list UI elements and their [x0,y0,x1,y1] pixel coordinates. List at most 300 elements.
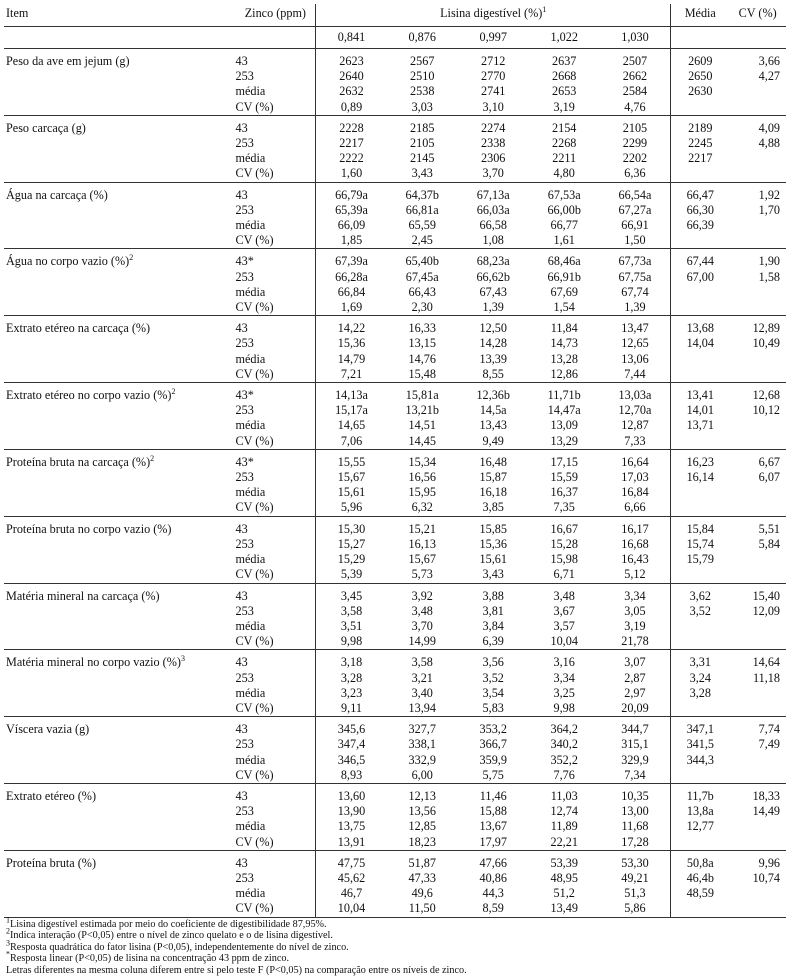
cell-lisina-4: 17,15 [550,454,578,469]
cell-media [671,701,730,717]
row-item-empty [4,634,236,650]
cell-cv [729,100,786,116]
cell-cv: 9,96 [758,855,780,870]
cell-lisina-2: 13,94 [387,701,458,717]
cell-lisina-4: 3,67 [553,603,575,618]
table-row [4,352,786,367]
cell-lisina-3: 3,70 [458,166,529,182]
cell-media: 67,00 [686,269,714,284]
cell-lisina-4: 16,37 [550,485,578,500]
cell-cv [729,686,786,701]
table-row [4,69,786,84]
row-item-empty [4,819,236,834]
row-zinco: 253 [235,470,254,485]
cell-lisina-2: 14,76 [408,351,436,366]
cell-lisina-5: 344,7 [600,717,671,738]
cell-lisina-5: 1,39 [600,300,671,316]
item-footnote-marker: 2 [171,387,176,396]
cell-media [671,835,730,851]
cell-cv: 1,58 [758,269,780,284]
item-label-text: Água no corpo vazio (%) [6,254,130,269]
footnote-marker: * [6,949,10,959]
table-row [4,819,786,834]
table-header [4,4,786,49]
cell-media: 66,47 [686,187,714,202]
row-zinco: 253 [235,336,254,351]
cell-media [671,768,730,784]
cell-lisina-5: 5,12 [600,567,671,583]
row-zinco: 253 [235,269,254,284]
cell-media [671,634,730,650]
cell-media [671,233,730,249]
cell-lisina-1: 2228 [316,115,387,136]
cell-cv: 12,68 [752,388,780,403]
table-row [4,783,786,804]
cell-cv [729,151,786,166]
row-zinco: média [235,418,266,433]
cell-lisina-3: 3,10 [458,100,529,116]
cell-lisina-3: 3,54 [482,685,504,700]
cell-lisina-1: 15,27 [316,537,387,552]
cell-lisina-3: 8,55 [458,367,529,383]
cell-lisina-2: 18,23 [387,835,458,851]
row-zinco: média [235,218,266,233]
cell-media: 3,28 [689,685,711,700]
cell-lisina-5: 329,9 [600,753,671,768]
item-label-text: Proteína bruta (%) [6,855,97,870]
table-row [4,871,786,886]
row-item-label [4,449,236,470]
cell-lisina-1: 67,39a [316,249,387,270]
row-item-empty [4,270,236,285]
table-row [4,619,786,634]
row-item-empty [4,671,236,686]
cell-lisina-4: 22,21 [529,835,600,851]
table-row [4,835,786,851]
cell-lisina-5: 2202 [600,151,671,166]
header-item: Item [6,6,29,20]
table-row [4,49,786,70]
cell-lisina-2: 3,21 [411,670,433,685]
item-label-text: Extrato etéreo (%) [6,788,97,803]
row-item-empty [4,768,236,784]
cell-lisina-5: 13,47 [600,316,671,337]
cell-lisina-1: 15,67 [316,470,387,485]
cell-lisina-2: 14,99 [387,634,458,650]
cell-lisina-1: 3,58 [316,604,387,619]
cell-media: 16,23 [686,454,714,469]
table-row [4,336,786,351]
cell-lisina-3: 66,03a [476,202,510,217]
row-item-empty [4,218,236,233]
cell-lisina-4: 2637 [552,54,577,68]
cell-media: 67,44 [686,254,714,269]
table-row [4,604,786,619]
cell-lisina-2: 3,48 [411,603,433,618]
cell-cv: 5,84 [758,536,780,551]
cell-lisina-4: 10,04 [529,634,600,650]
cell-lisina-1: 14,13a [316,383,387,404]
cell-media: 48,59 [686,886,714,901]
cell-lisina-4: 6,71 [529,567,600,583]
cell-lisina-2: 14,51 [408,418,436,433]
row-item-empty [4,753,236,768]
cell-lisina-3: 15,36 [479,536,507,551]
cell-lisina-3: 14,28 [479,336,507,351]
row-item-empty [4,166,236,182]
cell-lisina-2: 47,33 [408,870,436,885]
cell-lisina-4: 7,76 [529,768,600,784]
cell-lisina-2: 14,45 [387,434,458,450]
cell-lisina-2: 2,45 [387,233,458,249]
cell-lisina-1: 13,75 [316,819,387,834]
cell-cv: 12,09 [752,603,780,618]
cell-lisina-3: 1,39 [458,300,529,316]
row-item-label [4,783,236,804]
cell-media [671,367,730,383]
table-row [4,285,786,300]
cell-media: 3,24 [689,670,711,685]
cell-lisina-5: 16,64 [600,449,671,470]
cell-lisina-1: 5,96 [316,500,387,516]
header-level-2: 0,876 [387,27,458,49]
row-zinco: 43 [235,54,248,68]
cell-lisina-5: 4,76 [600,100,671,116]
cell-lisina-3: 5,83 [458,701,529,717]
cell-lisina-4: 11,71b [547,388,581,403]
row-item-empty [4,804,236,819]
cell-lisina-4: 53,39 [550,855,578,870]
cell-lisina-1: 5,39 [316,567,387,583]
cell-cv [729,886,786,901]
cell-lisina-1: 9,11 [316,701,387,717]
cell-lisina-1: 3,51 [316,619,387,634]
footnote-marker: 1 [6,915,10,925]
row-zinco: 253 [235,603,254,618]
row-zinco: média [235,84,266,99]
cell-media [671,567,730,583]
cell-lisina-1: 2632 [316,84,387,99]
row-item-label [4,850,236,871]
table-row [4,886,786,901]
cell-lisina-3: 3,84 [482,618,504,633]
cell-media: 3,31 [689,655,711,670]
cell-lisina-2: 2105 [410,136,435,151]
cell-cv [729,233,786,249]
table-row [4,583,786,604]
footnote-text: Letras diferentes na mesma coluna diferem entre si pelo teste F (P<0,05) na comparação entre os níveis de zinco. [6,964,467,976]
cell-lisina-3: 67,43 [479,284,507,299]
cell-lisina-3: 16,18 [479,485,507,500]
footnote-line [6,938,786,954]
footnote-marker: 3 [6,938,10,948]
row-zinco: 253 [235,136,254,151]
row-item-empty [4,886,236,901]
cell-lisina-2: 16,33 [408,321,436,336]
cell-lisina-2: 49,6 [411,886,433,901]
row-zinco: CV (%) [236,166,316,182]
row-zinco: 253 [235,670,254,685]
cell-cv [729,84,786,99]
table-row [4,182,786,203]
cell-cv: 11,18 [753,670,780,685]
row-item-label [4,717,236,738]
cell-cv: 1,90 [758,254,780,269]
cell-cv: 3,66 [758,54,780,68]
cell-lisina-1: 1,85 [316,233,387,249]
row-item-empty [4,686,236,701]
cell-lisina-4: 68,46a [547,254,581,269]
cell-cv: 1,70 [758,202,780,217]
cell-lisina-4: 3,34 [553,670,575,685]
cell-media [671,500,730,516]
data-table-sheet [4,4,786,977]
cell-lisina-1: 45,62 [316,871,387,886]
table-row [4,84,786,99]
cell-lisina-3: 16,48 [479,454,507,469]
row-item-empty [4,835,236,851]
cell-lisina-3: 2306 [481,151,506,166]
footnotes [4,915,786,977]
cell-lisina-4: 12,74 [550,804,578,819]
header-level-1: 0,841 [316,27,387,49]
cell-lisina-4: 2154 [552,120,577,135]
cell-lisina-4: 66,00b [547,202,581,217]
row-item-empty [4,69,236,84]
cell-lisina-3: 1,08 [458,233,529,249]
cell-lisina-5: 2584 [600,84,671,99]
cell-lisina-2: 3,58 [411,655,433,670]
cell-cv [729,634,786,650]
item-label-text: Extrato etéreo no corpo vazio (%) [6,388,172,403]
header-lisina-sup: 1 [542,4,547,14]
table-row [4,151,786,166]
row-zinco: CV (%) [236,768,316,784]
cell-lisina-3: 366,7 [479,737,507,752]
cell-media: 15,79 [686,552,714,567]
cell-lisina-1: 15,36 [316,336,387,351]
cell-lisina-4: 364,2 [550,722,578,737]
row-zinco: CV (%) [236,367,316,383]
cell-lisina-2: 327,7 [408,722,436,737]
cell-cv: 14,49 [752,804,780,819]
table-row [4,100,786,116]
row-zinco: 43 [235,855,248,870]
cell-media [671,166,730,182]
table-body [4,49,786,918]
table-row [4,367,786,383]
cell-lisina-1: 1,60 [316,166,387,182]
cell-media [671,352,730,367]
cell-media: 11,7b [686,788,714,803]
cell-lisina-5: 13,00 [600,804,671,819]
item-label-text: Proteína bruta na carcaça (%) [6,454,151,469]
row-zinco: 253 [235,202,254,217]
cell-lisina-4: 66,77 [550,218,578,233]
cell-cv: 10,12 [752,403,780,418]
header-level-5: 1,030 [600,27,671,49]
cell-lisina-2: 3,92 [411,588,433,603]
table-row [4,383,786,404]
cell-lisina-4: 48,95 [550,870,578,885]
cell-lisina-3: 5,75 [458,768,529,784]
cell-lisina-3: 66,58 [479,218,507,233]
cell-cv: 1,92 [758,187,780,202]
cell-lisina-5: 67,27a [600,203,671,218]
item-label-text: Proteína bruta no corpo vazio (%) [6,521,172,536]
row-item-empty [4,552,236,567]
cell-lisina-3: 66,62b [476,269,510,284]
row-zinco: média [235,485,266,500]
cell-cv: 7,74 [758,722,780,737]
row-zinco: 43 [235,120,248,135]
cell-lisina-1: 8,93 [316,768,387,784]
cell-media: 2189 [688,120,713,135]
cell-cv [729,367,786,383]
cell-lisina-4: 67,69 [550,284,578,299]
cell-lisina-2: 15,34 [408,454,436,469]
cell-lisina-1: 13,91 [316,835,387,851]
cell-lisina-4: 15,59 [550,470,578,485]
cell-lisina-3: 3,56 [482,655,504,670]
cell-lisina-3: 12,36b [476,388,510,403]
cell-lisina-4: 2668 [552,69,577,84]
table-row [4,403,786,418]
cell-lisina-5: 49,21 [600,871,671,886]
cell-lisina-1: 15,17a [316,403,387,418]
cell-lisina-3: 67,13a [476,187,510,202]
cell-lisina-3: 68,23a [476,254,510,269]
cell-lisina-3: 359,9 [479,752,507,767]
row-zinco: 43* [235,454,254,469]
cell-lisina-5: 16,68 [600,537,671,552]
cell-lisina-3: 3,52 [482,670,504,685]
cell-lisina-5: 3,34 [600,583,671,604]
cell-media: 347,1 [686,722,714,737]
cell-media [671,485,730,500]
item-label-text: Víscera vazia (g) [6,722,90,737]
row-zinco: 43 [235,187,248,202]
footnote-text: Indica interação (P<0,05) entre o nível de zinco quelato e o de lisina digestível. [10,930,333,942]
item-label-text: Matéria mineral na carcaça (%) [6,588,160,603]
table-row [4,850,786,871]
cell-media: 15,84 [686,521,714,536]
item-footnote-marker: 2 [150,453,155,463]
row-item-empty [4,434,236,450]
row-item-empty [4,100,236,116]
cell-lisina-4: 4,80 [529,166,600,182]
cell-lisina-2: 5,73 [387,567,458,583]
cell-lisina-1: 9,98 [316,634,387,650]
table-row [4,470,786,485]
cell-lisina-1: 14,65 [316,418,387,433]
cell-lisina-4: 3,25 [553,685,575,700]
header-lisina [316,4,671,27]
cell-lisina-4: 15,28 [550,536,578,551]
cell-lisina-5: 3,05 [600,604,671,619]
cell-lisina-3: 13,43 [479,418,507,433]
row-zinco: CV (%) [236,701,316,717]
cell-lisina-5: 2,87 [600,671,671,686]
cell-lisina-4: 13,49 [529,901,600,917]
cell-media: 2217 [688,151,713,166]
cell-lisina-5: 10,35 [600,783,671,804]
table-row [4,115,786,136]
row-item-label [4,583,236,604]
table-row [4,567,786,583]
cell-lisina-2: 2538 [410,84,435,99]
row-item-label [4,650,236,671]
cell-lisina-2: 13,15 [408,336,436,351]
row-zinco: 43 [235,588,248,603]
cell-lisina-5: 67,75a [600,270,671,285]
cell-lisina-2: 338,1 [408,737,436,752]
item-footnote-marker: 2 [129,253,134,263]
cell-cv: 4,27 [758,69,780,84]
cell-lisina-2: 66,81a [405,202,439,217]
cell-cv [729,352,786,367]
cell-lisina-4: 2211 [552,151,577,166]
cell-lisina-1: 14,22 [316,316,387,337]
cell-lisina-2: 3,40 [411,685,433,700]
row-item-empty [4,151,236,166]
cell-media [671,901,730,917]
cell-lisina-5: 17,03 [600,470,671,485]
cell-cv [729,619,786,634]
row-zinco: 43 [235,321,248,336]
cell-lisina-5: 13,06 [600,352,671,367]
cell-media: 16,14 [686,470,714,485]
cell-lisina-2: 2510 [410,69,435,84]
cell-cv [729,567,786,583]
cell-cv: 7,49 [758,737,780,752]
cell-lisina-3: 11,46 [479,788,507,803]
cell-lisina-3: 6,39 [458,634,529,650]
cell-media: 12,77 [686,819,714,834]
row-zinco: CV (%) [236,901,316,917]
cell-lisina-1: 13,60 [316,783,387,804]
cell-cv [729,901,786,917]
cell-lisina-4: 2653 [552,84,577,99]
row-item-empty [4,901,236,917]
cell-lisina-4: 14,73 [550,336,578,351]
cell-lisina-4: 13,29 [529,434,600,450]
cell-lisina-4: 1,61 [529,233,600,249]
row-zinco: CV (%) [236,233,316,249]
cell-lisina-5: 2,97 [600,686,671,701]
cell-media [671,434,730,450]
cell-lisina-2: 51,87 [408,855,436,870]
row-item-empty [4,233,236,249]
row-zinco: média [235,151,266,166]
row-item-empty [4,619,236,634]
cell-lisina-3: 8,59 [458,901,529,917]
table-row [4,537,786,552]
cell-media: 13,71 [686,418,714,433]
header-zinco: Zinco (ppm) [244,6,306,20]
row-item-label [4,249,236,270]
cell-media: 3,62 [689,588,711,603]
cell-lisina-3: 3,43 [458,567,529,583]
cell-cv [729,285,786,300]
cell-cv [729,218,786,233]
table-row [4,686,786,701]
row-item-empty [4,367,236,383]
cell-lisina-5: 66,54a [600,182,671,203]
cell-lisina-5: 3,07 [600,650,671,671]
cell-lisina-5: 2662 [600,69,671,84]
table-row [4,753,786,768]
